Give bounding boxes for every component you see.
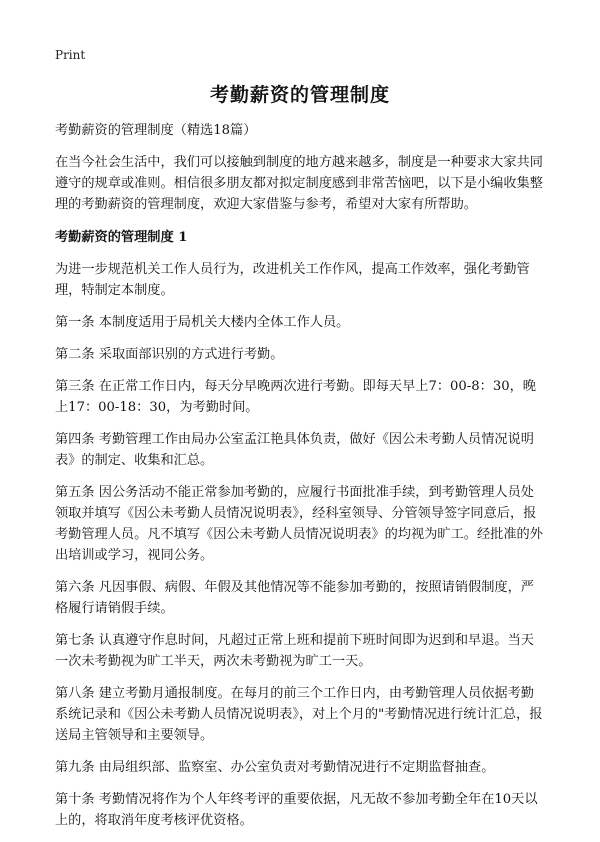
print-link[interactable]: Print — [55, 48, 86, 62]
paragraph: 为进一步规范机关工作人员行为，改进机关工作作风，提高工作效率，强化考勤管理，特制定本制度。 — [55, 262, 530, 298]
intro-paragraph: 在当今社会生活中，我们可以接触到制度的地方越来越多，制度是一种要求大家共同遵守的规章或准则。相信很多朋友都对拟定制度感到非常苦恼吧，以下是小编收集整理的考勤薪资的管理制度，欢迎大家借鉴与参考，希望对大家有所帮助。 — [55, 155, 543, 212]
section-heading: 考勤薪资的管理制度 1 — [55, 230, 188, 245]
paragraph: 第十条 考勤情况将作为个人年终考评的重要依据，凡无故不参加考勤全年在10天以上的，将取消年度考核评优资格。 — [55, 792, 538, 828]
paragraph: 第八条 建立考勤月通报制度。在每月的前三个工作日内，由考勤管理人员依据考勤系统记录和《因公未考勤人员情况说明表》，对上个月的"考勤情况进行统计汇总，报送局主管领导和主要领导。 — [55, 686, 543, 743]
paragraph: 第五条 因公务活动不能正常参加考勤的，应履行书面批准手续，到考勤管理人员处领取并填写《因公未考勤人员情况说明表》，经科室领导、分管领导签字同意后，报考勤管理人员。凡不填写《因公未考勤人员情况说明表》的均视为旷工。经批准的外出培训或学习，视同公务。 — [55, 485, 543, 563]
paragraph: 第九条 由局组织部、监察室、办公室负责对考勤情况进行不定期监督抽查。 — [55, 760, 495, 775]
paragraph: 第六条 凡因事假、病假、年假及其他情况等不能参加考勤的，按照请销假制度，严格履行请销假手续。 — [55, 580, 534, 616]
paragraph: 第四条 考勤管理工作由局办公室孟江艳具体负责，做好《因公未考勤人员情况说明表》的制定、收集和汇总。 — [55, 432, 534, 468]
document-subtitle: 考勤薪资的管理制度（精选18篇） — [55, 123, 257, 138]
page-title: 考勤薪资的管理制度 — [209, 84, 390, 106]
paragraph: 第七条 认真遵守作息时间，凡超过正常上班和提前下班时间即为迟到和早退。当天一次未考勤视为旷工半天，两次未考勤视为旷工一天。 — [55, 633, 534, 669]
document-body — [55, 120, 545, 842]
paragraph: 第一条 本制度适用于局机关大楼内全体工作人员。 — [55, 315, 350, 330]
paragraph: 第三条 在正常工作日内，每天分早晚两次进行考勤。即每天早上7：00-8：30，晚上17：00-18：30，为考勤时间。 — [55, 379, 536, 415]
paragraph: 第二条 采取面部识别的方式进行考勤。 — [55, 347, 284, 362]
